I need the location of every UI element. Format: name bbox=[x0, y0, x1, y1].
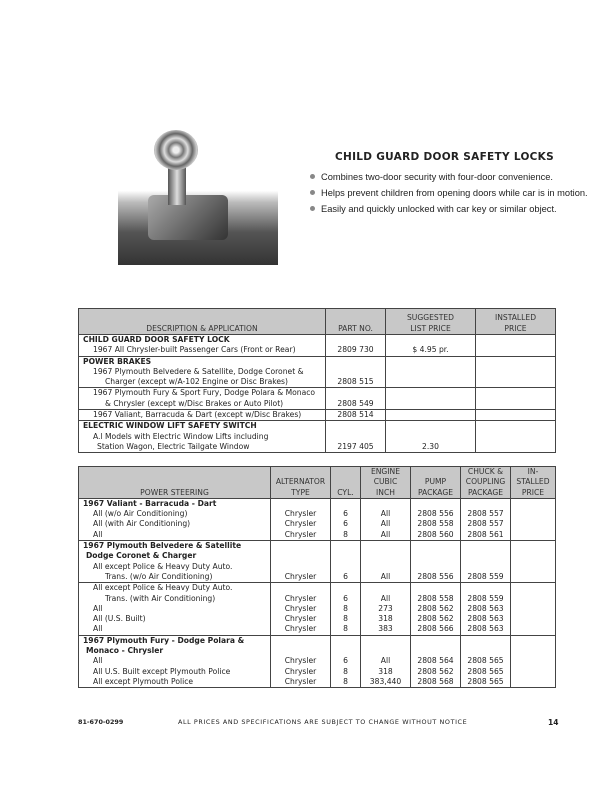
col-part-no: PART NO. bbox=[326, 309, 386, 335]
col-pump: PUMP PACKAGE bbox=[411, 467, 461, 499]
col-chuck: CHUCK & COUPLING PACKAGE bbox=[461, 467, 511, 499]
col-list-price: SUGGESTED LIST PRICE bbox=[386, 309, 476, 335]
table-row: 1967 Valiant - Barracuda - Dart All (w/o Air Conditioning) All (with Air Conditioning) All Chrysler Chrysler Chrysler 6 6 8 All All All 2808 556 2808 558 2808 560 2808 557 2808 557 2808 561 bbox=[79, 498, 556, 540]
table-row: ELECTRIC WINDOW LIFT SAFETY SWITCH A.l Models with Electric Window Lifts including Station Wagon, Electric Tailgate Window 2197 405 2.30 bbox=[79, 421, 556, 453]
table-row: POWER BRAKES 1967 Plymouth Belvedere & Satellite, Dodge Coronet & Charger (except w/A-102 Engine or Disc Brakes) 2808 515 bbox=[79, 356, 556, 388]
page-number: 14 bbox=[548, 718, 559, 727]
col-installed-price: INSTALLED PRICE bbox=[476, 309, 556, 335]
footer-notice: ALL PRICES AND SPECIFICATIONS ARE SUBJECT TO CHANGE WITHOUT NOTICE bbox=[178, 718, 468, 726]
bullet-item: Easily and quickly unlocked with car key or similar object. bbox=[310, 204, 557, 214]
col-power-steering: POWER STEERING bbox=[79, 467, 271, 499]
table-row: 1967 Plymouth Belvedere & Satellite Dodge Coronet & Charger All except Police & Heavy Duty Auto. Trans. (w/o Air Conditioning) Chrysler 6 All 2808 556 2808 559 bbox=[79, 541, 556, 583]
col-cubic: ENGINE CUBIC INCH bbox=[361, 467, 411, 499]
table-row: 1967 Plymouth Fury - Dodge Polara & Monaco - Chrysler All All U.S. Built except Plymouth Police All except Plymouth Police Chrysler Chrysler Chrysler 6 8 8 All 318 383,440 2808 564 2808 562 2808 568 2808 565 2808 565 2808 565 bbox=[79, 635, 556, 687]
col-cyl: CYL. bbox=[331, 467, 361, 499]
table-row: CHILD GUARD DOOR SAFETY LOCK 1967 All Chrysler-built Passenger Cars (Front or Rear) 2809 730 $ 4.95 pr. bbox=[79, 335, 556, 357]
accessories-table bbox=[78, 308, 556, 453]
power-steering-table bbox=[78, 466, 556, 688]
section-title: CHILD GUARD DOOR SAFETY LOCKS bbox=[335, 151, 554, 163]
col-installed: IN- STALLED PRICE bbox=[511, 467, 556, 499]
table-row: 1967 Plymouth Fury & Sport Fury, Dodge Polara & Monaco & Chrysler (except w/Disc Brakes or Auto Pilot) 2808 549 bbox=[79, 388, 556, 410]
document-code: 81-670-0299 bbox=[78, 718, 124, 726]
table-row: All except Police & Heavy Duty Auto. Trans. (with Air Conditioning) All All (U.S. Built) All Chrysler Chrysler Chrysler Chrysler 6 8 8 8 All 273 318 383 2808 558 2808 562 2808 562 2808 566 2808 559 2808 563 2808 563 2808 563 bbox=[79, 583, 556, 635]
col-description: DESCRIPTION & APPLICATION bbox=[79, 309, 326, 335]
col-alternator: ALTERNATOR TYPE bbox=[271, 467, 331, 499]
bullet-item: Combines two-door security with four-door convenience. bbox=[310, 172, 553, 182]
table-header bbox=[79, 467, 556, 499]
table-header bbox=[79, 309, 556, 335]
child-lock-photo bbox=[118, 100, 278, 265]
bullet-item: Helps prevent children from opening doors while car is in motion. bbox=[310, 188, 588, 198]
table-row: 1967 Valiant, Barracuda & Dart (except w/Disc Brakes) 2808 514 bbox=[79, 410, 556, 421]
